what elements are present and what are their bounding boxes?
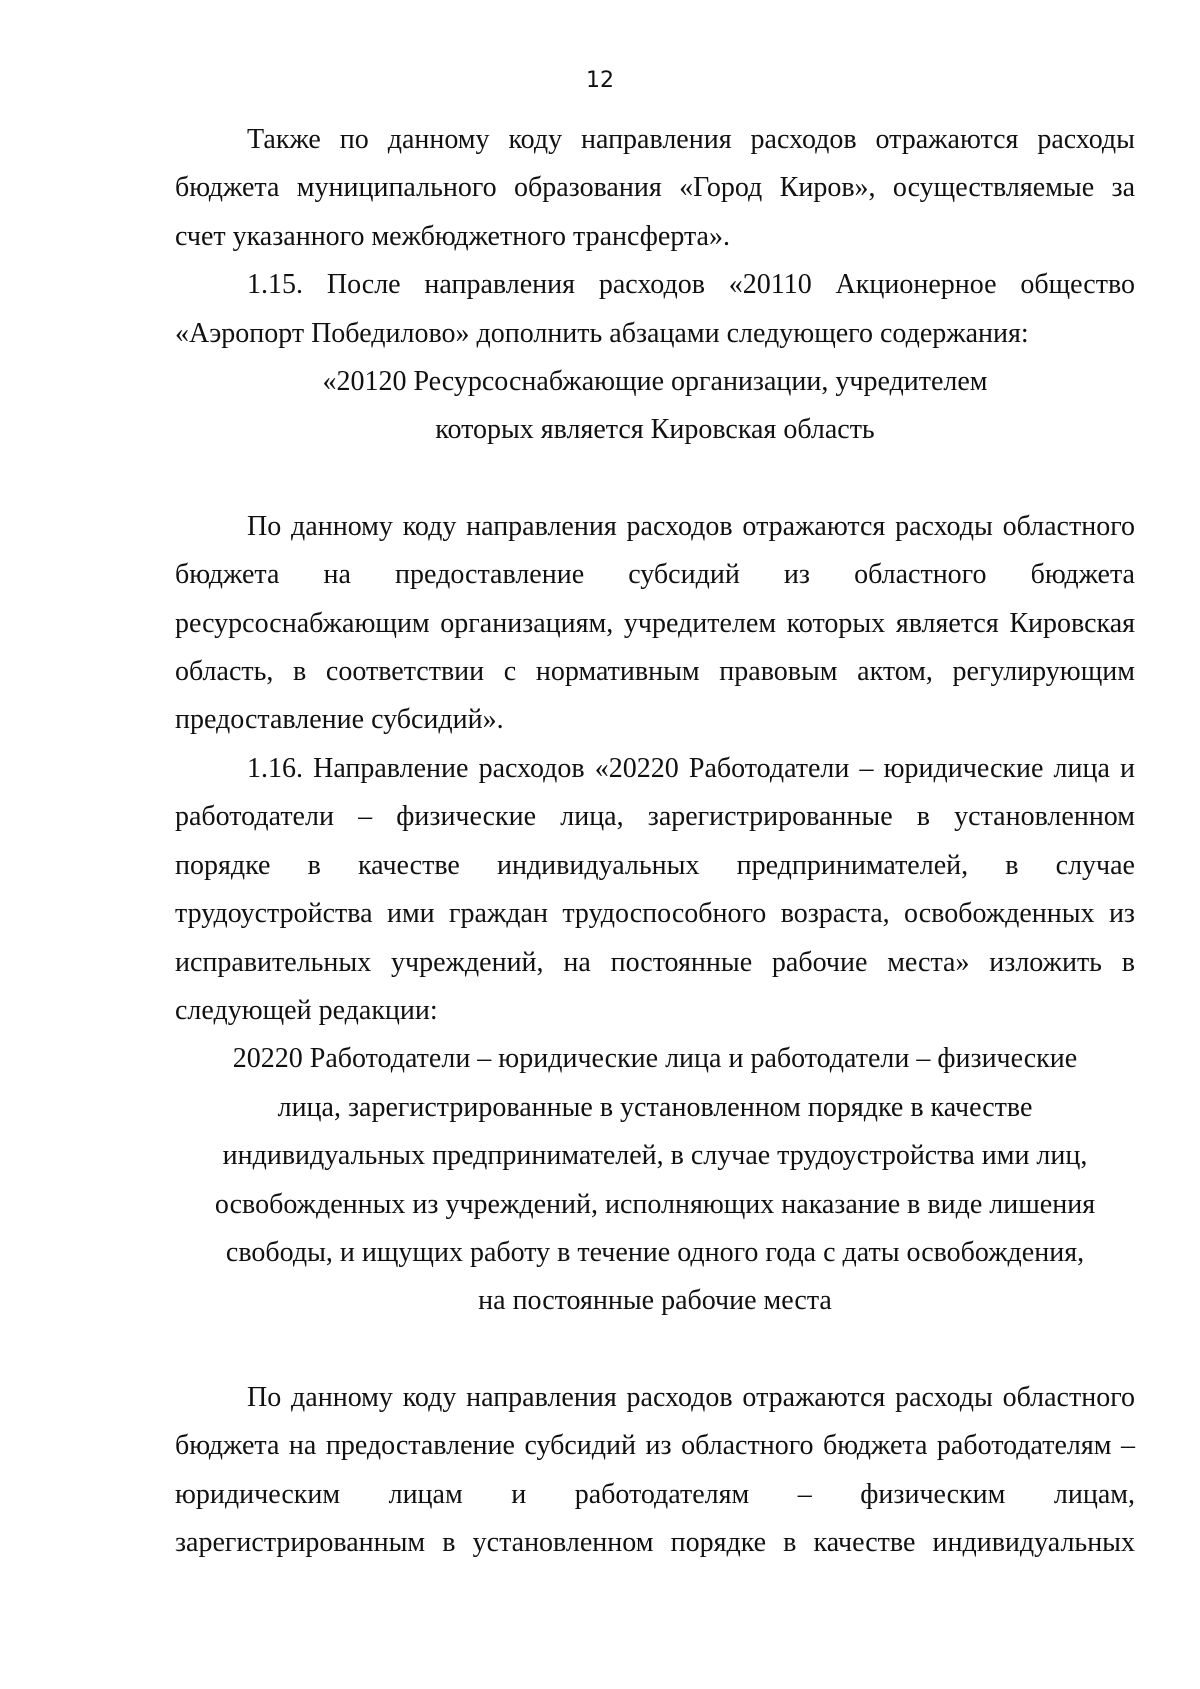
heading-20220-line-1: 20220 Работодатели – юридические лица и работодатели – физические [232,1043,1078,1075]
paragraph-1-line-3: счет указанного межбюджетного трансферта». [175,220,730,252]
paragraph-3-line-1: По данному коду направления расходов отражаются расходы областного [247,510,1135,542]
paragraph-5-line-3: юридическим лицам и работодателям – физическим лицам, [175,1478,1135,1510]
paragraph-3-line-3: ресурсоснабжающим организациям, учредителем которых является Кировская [175,607,1135,639]
heading-20220-line-6: на постоянные рабочие места [478,1285,832,1317]
paragraph-1 [175,116,1135,261]
paragraph-4-line-2: работодатели – физические лица, зарегистрированные в установленном [175,801,1135,833]
spacer [175,455,1135,503]
paragraph-5-line-2: бюджета на предоставление субсидий из областного бюджета работодателям – [175,1430,1135,1462]
heading-20220-line-5: свободы, и ищущих работу в течение одного года с даты освобождения, [225,1236,1085,1268]
document-body [175,116,1135,1567]
spacer [175,1326,1135,1374]
paragraph-5-line-4: зарегистрированным в установленном порядке в качестве индивидуальных [175,1526,1135,1558]
heading-20220-line-2: лица, зарегистрированные в установленном порядке в качестве [277,1091,1033,1123]
paragraph-3-line-5: предоставление субсидий». [175,704,504,736]
paragraph-1-line-2: бюджета муниципального образования «Город Киров», осуществляемые за [175,172,1135,204]
paragraph-5-line-1: По данному коду направления расходов отражаются расходы областного [247,1381,1135,1413]
heading-20120-line-2: которых является Кировская область [435,414,875,446]
paragraph-4-line-1: 1.16. Направление расходов «20220 Работодатели – юридические лица и [247,752,1135,784]
paragraph-2-line-2: «Аэропорт Победилово» дополнить абзацами следующего содержания: [175,317,1029,349]
paragraph-4-line-5: исправительных учреждений, на постоянные рабочие места» изложить в [175,946,1135,978]
paragraph-2 [175,261,1135,358]
paragraph-4-line-6: следующей редакции: [175,994,438,1026]
heading-20120 [175,358,1135,455]
paragraph-4-line-4: трудоустройства ими граждан трудоспособного возраста, освобожденных из [175,898,1135,930]
paragraph-3-line-4: область, в соответствии с нормативным правовым актом, регулирующим [175,656,1135,688]
paragraph-2-line-1: 1.15. После направления расходов «20110 Акционерное общество [247,269,1135,301]
heading-20220-line-4: освобожденных из учреждений, исполняющих наказание в виде лишения [214,1188,1096,1220]
heading-20220-line-3: индивидуальных предпринимателей, в случае трудоустройства ими лиц, [222,1140,1088,1172]
heading-20120-line-1: «20120 Ресурсоснабжающие организации, учредителем [322,366,988,398]
heading-20220 [175,1035,1135,1325]
page-number: 12 [586,68,614,93]
paragraph-4-line-3: порядке в качестве индивидуальных предпринимателей, в случае [175,849,1135,881]
paragraph-3 [175,503,1135,745]
paragraph-5 [175,1374,1135,1568]
paragraph-4 [175,745,1135,1035]
paragraph-3-line-2: бюджета на предоставление субсидий из областного бюджета [175,559,1135,591]
paragraph-1-line-1: Также по данному коду направления расходов отражаются расходы [247,124,1135,155]
